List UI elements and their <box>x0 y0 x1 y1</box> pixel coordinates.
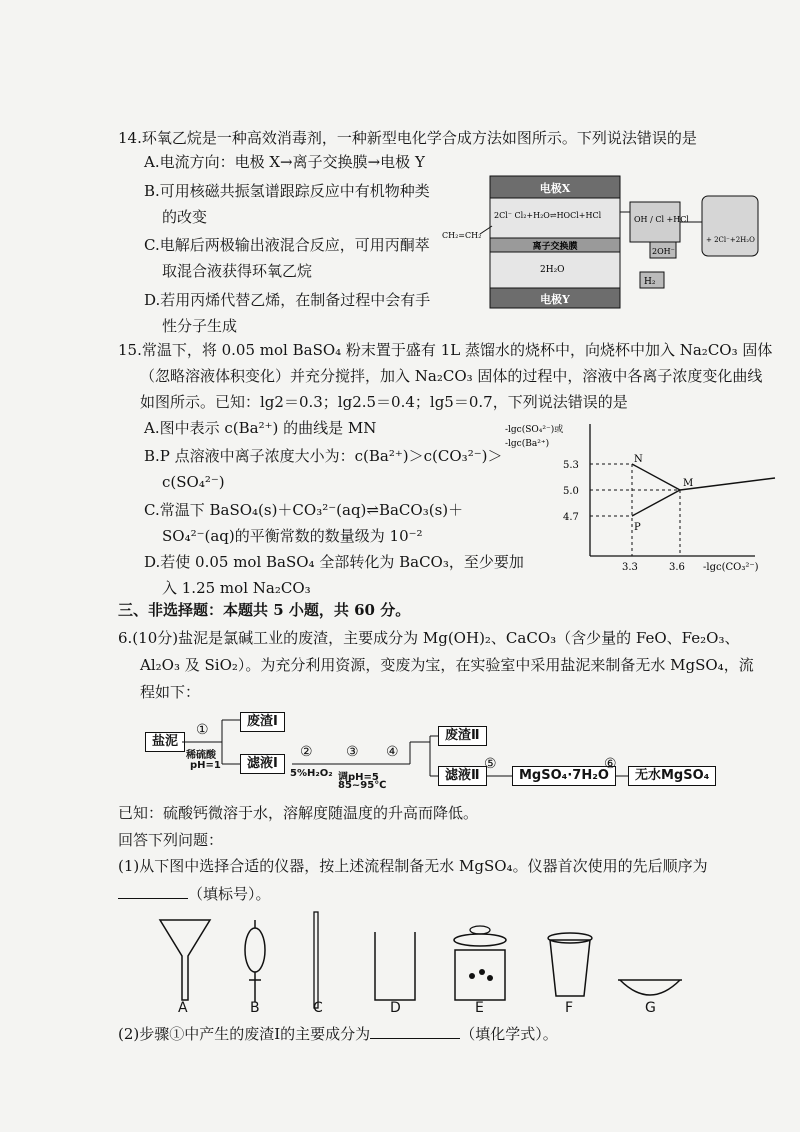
process-flow <box>140 712 760 792</box>
q16-sub2-text: (2)步骤①中产生的废渣Ⅰ的主要成分为 <box>118 1025 371 1043</box>
ethylene-input: CH₂=CH₂ <box>442 231 482 240</box>
flow-filtrate-1: 滤液Ⅰ <box>240 754 285 774</box>
apparatus-label-c: C <box>313 1000 323 1016</box>
q14-option-a: A.电流方向：电极 X→离子交换膜→电极 Y <box>144 153 425 171</box>
curve-pm <box>632 490 680 516</box>
product-box <box>702 196 758 256</box>
step-5: ⑤ <box>484 756 497 772</box>
flow-filtrate-2: 滤液Ⅱ <box>438 766 487 786</box>
q16-sub2 <box>118 1024 558 1044</box>
q14-option-d: D.若用丙烯代替乙烯，在制备过程中会有手 <box>144 291 431 309</box>
oh-label: 2OH⁻ <box>652 247 675 256</box>
h2-label: H₂ <box>644 277 656 287</box>
q16-sub1-cont <box>118 884 271 904</box>
apparatus-label-g: G <box>645 1000 656 1016</box>
flow-anhydrous: 无水MgSO₄ <box>628 766 716 786</box>
ytick-5-3: 5.3 <box>563 460 579 471</box>
q15-stem-3: 如图所示。已知：lg2＝0.3；lg2.5＝0.4；lg5＝0.7，下列说法错误的是 <box>140 393 628 411</box>
point-m: M <box>683 478 694 489</box>
apparatus-label-a: A <box>178 1000 188 1016</box>
xtick-3-3: 3.3 <box>622 562 638 573</box>
answer-blank-1[interactable] <box>118 898 188 899</box>
flow-waste-2: 废渣Ⅱ <box>438 726 487 746</box>
ytick-5-0: 5.0 <box>563 486 579 497</box>
cond-3b: 85~95℃ <box>338 780 387 791</box>
apparatus-row <box>150 910 710 1020</box>
xtick-3-6: 3.6 <box>669 562 685 573</box>
step-6: ⑥ <box>604 756 617 772</box>
point-p: P <box>634 522 641 533</box>
q16-sub1-fill: （填标号）。 <box>188 885 271 903</box>
glass-rod-icon <box>314 912 318 1008</box>
flow-start: 盐泥 <box>145 732 185 752</box>
graph-xlabel: -lgc(CO₃²⁻) <box>703 562 759 573</box>
graph-ylabel-1: -lgc(SO₄²⁻)或 <box>505 425 564 435</box>
funnel-icon <box>160 920 210 1000</box>
q15-option-a: A.图中表示 c(Ba²⁺) 的曲线是 MN <box>144 419 377 437</box>
q14-stem: 14.环氧乙烷是一种高效消毒剂，一种新型电化学合成方法如图所示。下列说法错误的是 <box>118 129 697 147</box>
step-1: ① <box>196 722 209 738</box>
q16-answer-intro: 回答下列问题： <box>118 831 224 849</box>
cond-2: 5%H₂O₂ <box>290 768 333 779</box>
anode-reaction: 2Cl⁻ Cl₂+H₂O⇌HOCl+HCl <box>494 211 602 220</box>
q14-option-d-cont: 性分子生成 <box>162 317 238 335</box>
q14-option-b-cont: 的改变 <box>162 208 208 226</box>
separatory-funnel-icon <box>245 920 265 1002</box>
cond-3a: 调pH=5 <box>338 772 379 783</box>
apparatus-label-f: F <box>565 1000 574 1016</box>
beaker-icon <box>375 932 415 1000</box>
q15-stem-1: 15.常温下，将 0.05 mol BaSO₄ 粉末置于盛有 1L 蒸馏水的烧杯中，向烧杯中加入 Na₂CO₃ 固体 <box>118 341 773 359</box>
membrane-label: 离子交换膜 <box>532 242 578 252</box>
q16-sub1: (1)从下图中选择合适的仪器，按上述流程制备无水 MgSO₄。仪器首次使用的先后顺序为 <box>118 857 708 875</box>
apparatus-label-d: D <box>390 1000 401 1016</box>
evaporating-dish-icon <box>618 980 682 995</box>
point-n: N <box>634 454 643 465</box>
product-label: + 2Cl⁻+2H₂O <box>706 236 755 244</box>
q15-option-c: C.常温下 BaSO₄(s)＋CO₃²⁻(aq)⇌BaCO₃(s)＋ <box>144 501 464 519</box>
step-3: ③ <box>346 744 359 760</box>
step-2: ② <box>300 744 313 760</box>
q16-stem-3: 程如下： <box>140 683 201 701</box>
intermediate-label: OH / Cl +HCl <box>634 215 689 224</box>
cathode-water: 2H₂O <box>540 265 565 275</box>
q15-option-d-cont: 入 1.25 mol Na₂CO₃ <box>162 579 311 597</box>
q15-option-c-cont: SO₄²⁻(aq)的平衡常数的数量级为 10⁻² <box>162 527 423 545</box>
flow-waste-1: 废渣Ⅰ <box>240 712 285 732</box>
q16-known: 已知：硫酸钙微溶于水，溶解度随温度的升高而降低。 <box>118 804 479 822</box>
concentration-graph <box>505 420 785 590</box>
q16-stem-2: Al₂O₃ 及 SiO₂）。为充分利用资源，变废为宝，在实验室中采用盐泥来制备无水 MgSO₄，流 <box>140 656 754 674</box>
q15-option-b: B.P 点溶液中离子浓度大小为：c(Ba²⁺)＞c(CO₃²⁻)＞ <box>144 447 503 465</box>
q15-option-d: D.若使 0.05 mol BaSO₄ 全部转化为 BaCO₃，至少要加 <box>144 553 524 571</box>
step-4: ④ <box>386 744 399 760</box>
water-bath-icon <box>454 926 506 1000</box>
crucible-icon <box>548 933 592 996</box>
cond-1b: pH=1 <box>190 760 221 771</box>
q16-stem-1: 6.(10分)盐泥是氯碱工业的废渣，主要成分为 Mg(OH)₂、CaCO₃（含少量的 FeO、Fe₂O₃、 <box>118 629 740 647</box>
q15-stem-2: （忽略溶液体积变化）并充分搅拌，加入 Na₂CO₃ 固体的过程中，溶液中各离子浓度变化曲线 <box>140 367 763 385</box>
flow-hydrate: MgSO₄·7H₂O <box>512 766 616 786</box>
ytick-4-7: 4.7 <box>563 512 579 523</box>
q16-sub2-fill: （填化学式）。 <box>460 1025 558 1043</box>
electrode-x-label: 电极X <box>539 182 571 195</box>
answer-blank-2[interactable] <box>370 1038 460 1039</box>
curve-nm <box>632 464 680 490</box>
electrode-y-label: 电极Y <box>540 293 570 306</box>
curve-m-right <box>680 478 775 490</box>
apparatus-label-b: B <box>250 1000 260 1016</box>
section-3-heading: 三、非选择题：本题共 5 小题，共 60 分。 <box>118 601 411 619</box>
electrolysis-diagram <box>442 172 770 312</box>
q14-option-c: C.电解后两极输出液混合反应，可用丙酮萃 <box>144 236 430 254</box>
q14-option-c-cont: 取混合液获得环氧乙烷 <box>162 262 313 280</box>
graph-ylabel-2: -lgc(Ba²⁺) <box>505 439 550 449</box>
cond-1a: 稀硫酸 <box>186 750 216 761</box>
apparatus-label-e: E <box>475 1000 484 1016</box>
q14-option-b: B.可用核磁共振氢谱跟踪反应中有机物种类 <box>144 182 430 200</box>
q15-option-b-cont: c(SO₄²⁻) <box>162 473 225 491</box>
